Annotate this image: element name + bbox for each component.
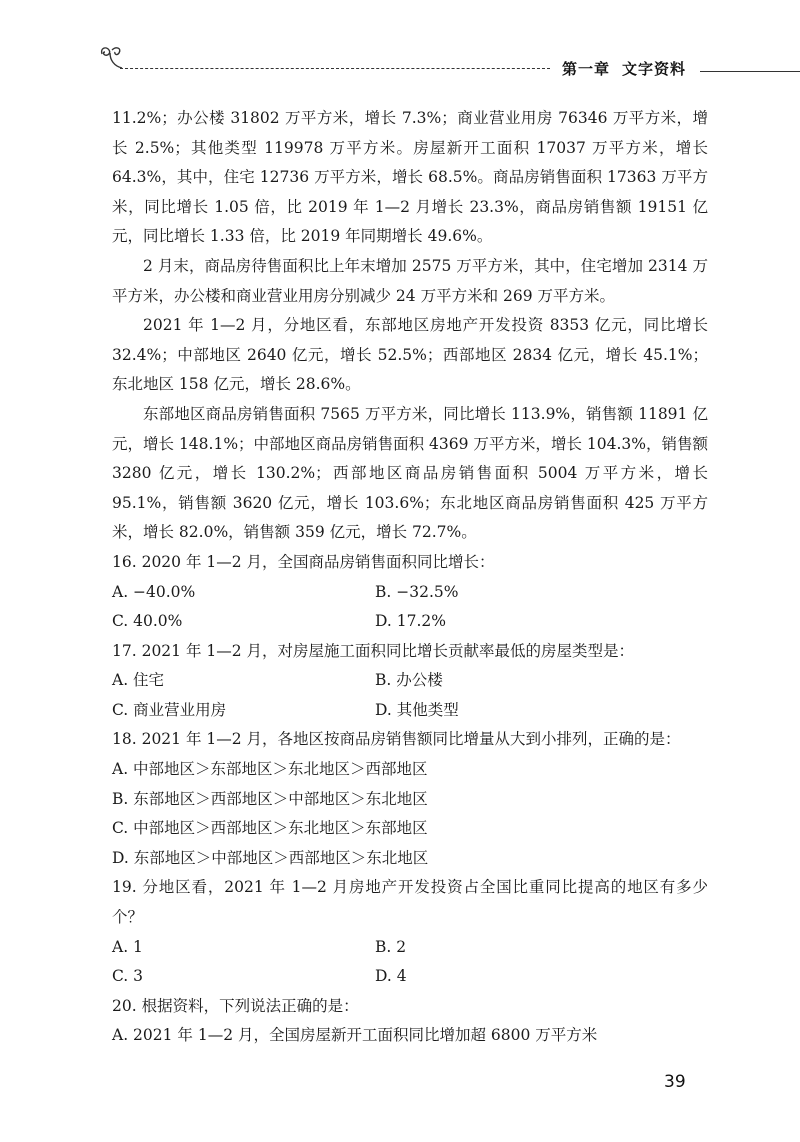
page-header bbox=[0, 0, 800, 90]
question-17 bbox=[112, 637, 708, 726]
option-a: A. 1 bbox=[112, 937, 143, 956]
question-stem: 16. 2020 年 1—2 月，全国商品房销售面积同比增长： bbox=[112, 552, 495, 571]
option-a: A. 住宅 bbox=[112, 671, 165, 690]
option-d: D. 其他类型 bbox=[375, 700, 459, 719]
option-b: B. −32.5% bbox=[375, 582, 459, 601]
option-c: C. 3 bbox=[112, 967, 144, 986]
paragraph: 2021 年 1—2 月，分地区看，东部地区房地产开发投资 8353 亿元，同比增长 32.4%；中部地区 2640 亿元，增长 52.5%；西部地区 2834 亿元，增长 45.1%；东北地区 158 亿元，增长 28.6%。 bbox=[112, 316, 708, 394]
option-c: C. 40.0% bbox=[112, 612, 183, 631]
question-stem: 17. 2021 年 1—2 月，对房屋施工面积同比增长贡献率最低的房屋类型是： bbox=[112, 641, 635, 660]
question-20 bbox=[112, 992, 708, 1051]
question-16 bbox=[112, 548, 708, 637]
option-c: C. 中部地区＞西部地区＞东北地区＞东部地区 bbox=[112, 819, 428, 838]
question-stem: 18. 2021 年 1—2 月，各地区按商品房销售额同比增量从大到小排列，正确的是： bbox=[112, 730, 681, 749]
option-row bbox=[112, 696, 708, 726]
question-stem: 19. 分地区看，2021 年 1—2 月房地产开发投资占全国比重同比提高的地区有多少个？ bbox=[112, 878, 708, 927]
option-c: C. 商业营业用房 bbox=[112, 700, 227, 719]
question-stem: 20. 根据资料，下列说法正确的是： bbox=[112, 996, 359, 1015]
option-row bbox=[112, 607, 708, 637]
paragraph: 2 月末，商品房待售面积比上年末增加 2575 万平方米，其中，住宅增加 2314 万平方米，办公楼和商业营业用房分别减少 24 万平方米和 269 万平方米。 bbox=[112, 256, 708, 305]
chapter-number: 第一章 bbox=[562, 60, 611, 78]
header-solid-rule bbox=[700, 71, 800, 72]
chapter-section: 文字资料 bbox=[622, 60, 687, 78]
option-row bbox=[112, 666, 708, 696]
option-a: A. −40.0% bbox=[112, 582, 196, 601]
option-a: A. 2021 年 1—2 月，全国房屋新开工面积同比增加超 6800 万平方米 bbox=[112, 1026, 598, 1045]
paragraph: 东部地区商品房销售面积 7565 万平方米，同比增长 113.9%，销售额 11891 亿元，增长 148.1%；中部地区商品房销售面积 4369 万平方米，增长 104.3%，销售额 3280 亿元，增长 130.2%；西部地区商品房销售面积 5004 万平方米，增长 95.1%，销售额 3620 亿元，增长 103.6%；东北地区商品房销售面积 425 万平方米，增长 82.0%，销售额 359 亿元，增长 72.7%。 bbox=[112, 404, 708, 542]
option-b: B. 2 bbox=[375, 937, 407, 956]
chapter-title bbox=[562, 58, 686, 79]
question-19 bbox=[112, 873, 708, 991]
option-a: A. 中部地区＞东部地区＞东北地区＞西部地区 bbox=[112, 760, 428, 779]
paragraph: 11.2%；办公楼 31802 万平方米，增长 7.3%；商业营业用房 76346 万平方米，增长 2.5%；其他类型 119978 万平方米。房屋新开工面积 17037 万平方米，增长 64.3%，其中，住宅 12736 万平方米，增长 68.5%。商品房销售面积 17363 万平方米，同比增长 1.05 倍，比 2019 年 1—2 月增长 23.3%，商品房销售额 19151 亿元，同比增长 1.33 倍，比 2019 年同期增长 49.6%。 bbox=[112, 109, 708, 246]
option-d: D. 东部地区＞中部地区＞西部地区＞东北地区 bbox=[112, 848, 429, 867]
option-row bbox=[112, 962, 708, 992]
option-row bbox=[112, 933, 708, 963]
option-b: B. 办公楼 bbox=[375, 671, 443, 690]
option-d: D. 17.2% bbox=[375, 612, 446, 631]
option-b: B. 东部地区＞西部地区＞中部地区＞东北地区 bbox=[112, 789, 428, 808]
page-number: 39 bbox=[664, 1072, 686, 1092]
page-body bbox=[112, 104, 708, 1051]
option-row bbox=[112, 578, 708, 608]
question-18 bbox=[112, 725, 708, 873]
option-d: D. 4 bbox=[375, 967, 407, 986]
header-dashed-rule bbox=[120, 68, 550, 69]
sprout-icon bbox=[98, 44, 128, 70]
